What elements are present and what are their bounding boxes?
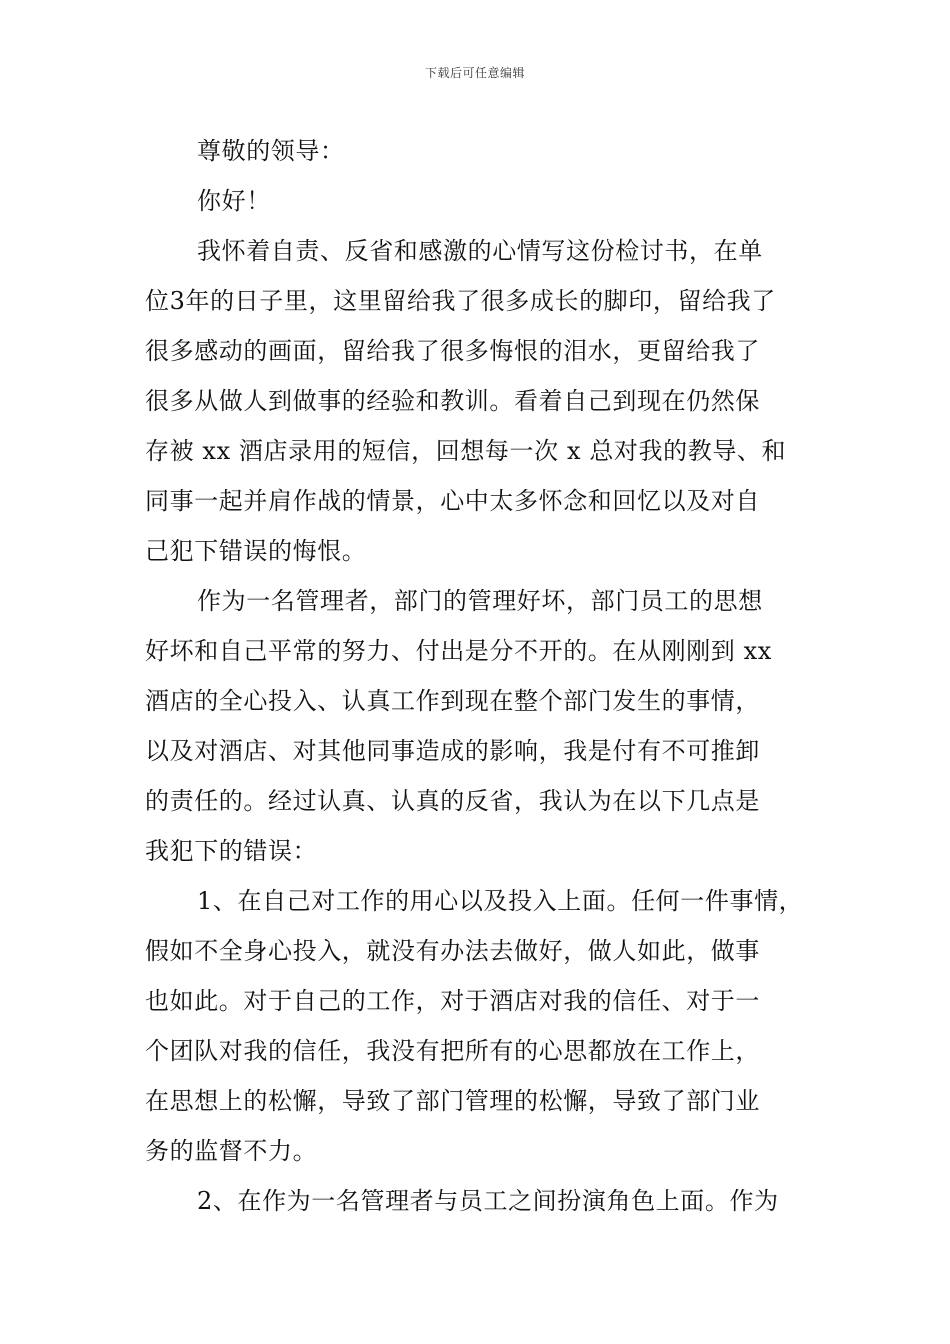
- document-body: [145, 126, 815, 1226]
- paragraph-line: 假如不全身心投入，就没有办法去做好，做人如此，做事: [145, 937, 760, 965]
- paragraph-line: 己犯下错误的悔恨。: [145, 537, 367, 565]
- paragraph-line: 在思想上的松懈，导致了部门管理的松懈，导致了部门业: [145, 1087, 760, 1115]
- paragraph-line: 很多从做人到做事的经验和教训。看着自己到现在仍然保: [145, 387, 760, 415]
- paragraph-3: [145, 876, 815, 1176]
- paragraph-line: 1、在自己对工作的用心以及投入上面。任何一件事情，: [197, 887, 804, 915]
- paragraph-line: 好坏和自己平常的努力、付出是分不开的。在从刚刚到 xx: [145, 637, 772, 665]
- paragraph-line: 很多感动的画面，留给我了很多悔恨的泪水，更留给我了: [145, 337, 760, 365]
- paragraph-4: [145, 1176, 815, 1226]
- paragraph-line: 的责任的。经过认真、认真的反省，我认为在以下几点是: [145, 787, 760, 815]
- paragraph-line: 以及对酒店、对其他同事造成的影响，我是付有不可推卸: [145, 737, 760, 765]
- paragraph-line: 个团队对我的信任，我没有把所有的心思都放在工作上，: [145, 1037, 760, 1065]
- paragraph-line: 务的监督不力。: [145, 1137, 318, 1165]
- paragraph-line: 我怀着自责、反省和感激的心情写这份检讨书，在单: [197, 237, 763, 265]
- greeting: 你好！: [197, 187, 271, 215]
- paragraph-line: 作为一名管理者，部门的管理好坏，部门员工的思想: [197, 587, 763, 615]
- paragraph-2: [145, 576, 815, 876]
- paragraph-line: 也如此。对于自己的工作，对于酒店对我的信任、对于一: [145, 987, 760, 1015]
- salutation: 尊敬的领导：: [197, 137, 345, 165]
- paragraph-line: 存被 xx 酒店录用的短信，回想每一次 x 总对我的教导、和: [145, 437, 787, 465]
- paragraph-line: 我犯下的错误：: [145, 837, 318, 865]
- paragraph-line: 2、在作为一名管理者与员工之间扮演角色上面。作为: [197, 1187, 779, 1215]
- page-header-note: 下载后可任意编辑: [424, 66, 525, 80]
- paragraph-line: 位3年的日子里，这里留给我了很多成长的脚印，留给我了: [145, 287, 776, 315]
- paragraph-line: 同事一起并肩作战的情景，心中太多怀念和回忆以及对自: [145, 487, 760, 515]
- paragraph-1: [145, 226, 815, 576]
- paragraph-line: 酒店的全心投入、认真工作到现在整个部门发生的事情，: [145, 687, 760, 715]
